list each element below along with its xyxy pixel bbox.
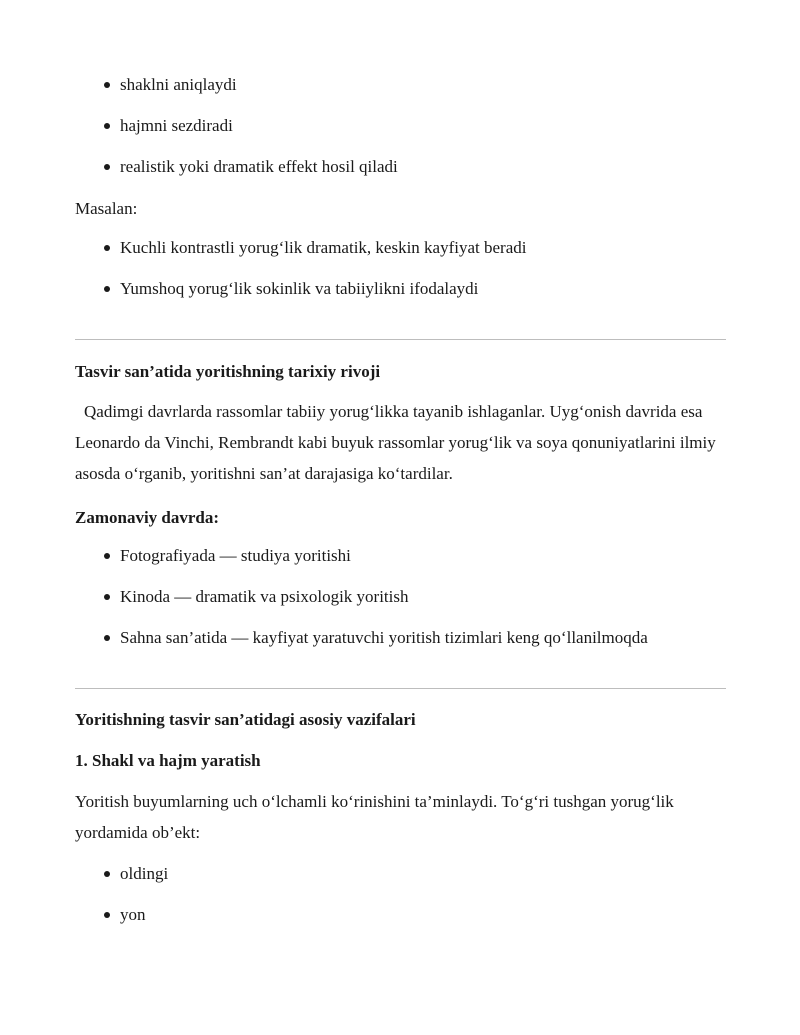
section-heading-history: Tasvir san’atida yoritishning tarixiy rivoji — [75, 362, 381, 381]
bullet-icon — [104, 635, 110, 641]
bullet-icon — [104, 245, 110, 251]
shape-paragraph: Yoritish buyumlarning uch o‘lchamli ko‘rinishini ta’minlaydi. To‘g‘ri tushgan yorug‘lik yordamida ob’ekt: — [75, 792, 674, 842]
bullet-icon — [104, 123, 110, 129]
masalan-label: Masalan: — [75, 199, 138, 218]
modern-era-list — [75, 541, 726, 664]
bullet-icon — [104, 871, 110, 877]
list-item: shaklni aniqlaydi — [75, 70, 726, 111]
list-item: Yumshoq yorug‘lik sokinlik va tabiiylikni ifodalaydi — [75, 274, 726, 315]
modern-era-heading: Zamonaviy davrda: — [75, 508, 220, 527]
effects-list — [75, 70, 726, 193]
bullet-icon — [104, 164, 110, 170]
section-divider — [75, 339, 726, 340]
list-item: Kuchli kontrastli yorug‘lik dramatik, keskin kayfiyat beradi — [75, 233, 726, 274]
list-item: Kinoda — dramatik va psixologik yoritish — [75, 582, 726, 623]
list-item: yon — [75, 900, 726, 941]
bullet-icon — [104, 594, 110, 600]
bullet-icon — [104, 553, 110, 559]
direction-list — [75, 859, 726, 941]
list-item: oldingi — [75, 859, 726, 900]
subsection-heading-shape: 1. Shakl va hajm yaratish — [75, 751, 261, 770]
examples-list — [75, 233, 726, 315]
list-item: hajmni sezdiradi — [75, 111, 726, 152]
bullet-icon — [104, 912, 110, 918]
section-heading-functions: Yoritishning tasvir san’atidagi asosiy vazifalari — [75, 710, 416, 729]
bullet-icon — [104, 82, 110, 88]
history-paragraph: Qadimgi davrlarda rassomlar tabiiy yorug‘likka tayanib ishlaganlar. Uyg‘onish davrida esa Leonardo da Vinchi, Rembrandt kabi buyuk rassomlar yorug‘lik va soya qonuniyatlarini ilmiy asosda o‘rganib, yoritishni san’at darajasiga ko‘tardilar. — [75, 402, 716, 483]
list-item: Sahna san’atida — kayfiyat yaratuvchi yoritish tizimlari keng qo‘llanilmoqda — [75, 623, 726, 664]
list-item: realistik yoki dramatik effekt hosil qiladi — [75, 152, 726, 193]
section-divider — [75, 688, 726, 689]
bullet-icon — [104, 286, 110, 292]
list-item: Fotografiyada — studiya yoritishi — [75, 541, 726, 582]
